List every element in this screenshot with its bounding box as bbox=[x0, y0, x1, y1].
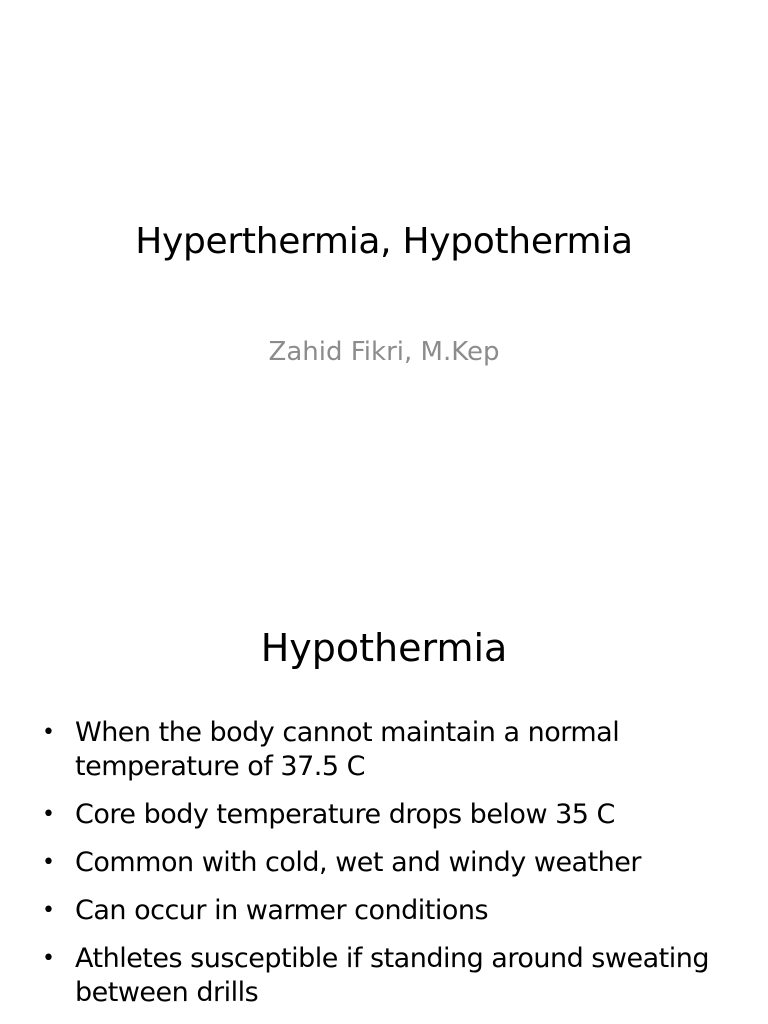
bullet-item bbox=[38, 894, 738, 928]
bullet-icon: • bbox=[42, 720, 55, 745]
bullet-item bbox=[38, 798, 738, 832]
presentation-title: Hyperthermia, Hypothermia bbox=[135, 221, 633, 262]
bullet-item bbox=[38, 942, 738, 1010]
bullet-icon: • bbox=[42, 898, 55, 923]
bullet-icon: • bbox=[42, 850, 55, 875]
author-subtitle: Zahid Fikri, M.Kep bbox=[268, 337, 500, 367]
bullet-text: Athletes susceptible if standing around sweating between drills bbox=[75, 943, 709, 1008]
slide-heading: Hypothermia bbox=[260, 626, 508, 670]
bullet-item bbox=[38, 716, 738, 784]
bullet-text: When the body cannot maintain a normal temperature of 37.5 C bbox=[75, 717, 620, 782]
bullet-item bbox=[38, 846, 738, 880]
bullet-text: Core body temperature drops below 35 C bbox=[75, 799, 615, 830]
bullet-text: Can occur in warmer conditions bbox=[75, 895, 489, 926]
slide-hypothermia bbox=[0, 576, 768, 1024]
bullet-text: Common with cold, wet and windy weather bbox=[75, 847, 642, 878]
bullet-list bbox=[38, 716, 738, 1024]
bullet-icon: • bbox=[42, 802, 55, 827]
bullet-icon: • bbox=[42, 946, 55, 971]
